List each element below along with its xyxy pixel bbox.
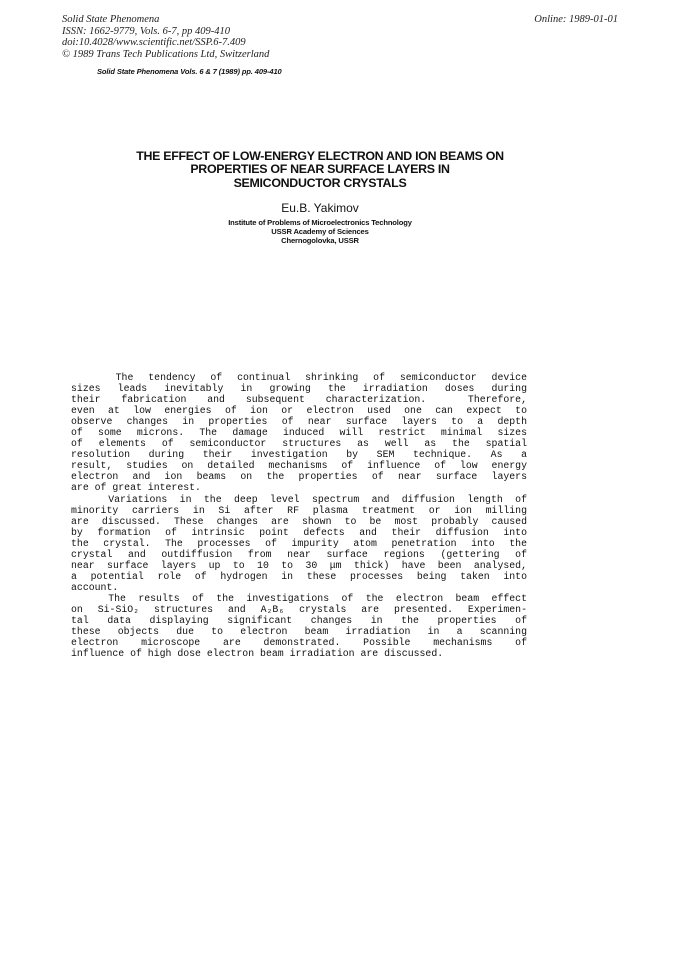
abstract-line: near surface layers up to 10 to 30 μm thick) have been analysed, (71, 559, 527, 571)
author-name: Eu.B. Yakimov (281, 201, 359, 215)
title-line: SEMICONDUCTOR CRYSTALS (233, 175, 407, 190)
online-date: Online: 1989-01-01 (534, 14, 618, 25)
article-title (80, 150, 560, 190)
abstract-line: influence of high dose electron beam irradiation are discussed. (71, 648, 444, 660)
abstract-line: the crystal. The processes of impurity atom penetration into the (71, 537, 527, 549)
abstract-line: account. (71, 581, 119, 593)
abstract-line: even at low energies of ion or electron used one can expect to (71, 405, 527, 417)
title-line: THE EFFECT OF LOW-ENERGY ELECTRON AND ION BEAMS ON (136, 149, 504, 163)
journal-reference: Solid State Phenomena Vols. 6 & 7 (1989) pp. 409-410 (97, 67, 282, 76)
author-affiliation (80, 218, 560, 246)
abstract-line: are discussed. These changes are shown to be most probably caused (71, 515, 527, 527)
abstract-line: of elements of semiconductor structures as well as the spatial (71, 438, 527, 450)
abstract-line: their fabrication and subsequent characterization. Therefore, (71, 394, 527, 406)
abstract-line: of some microns. The damage induced will restrict minimal sizes (71, 427, 527, 439)
abstract-line: sizes leads inevitably in growing the irradiation doses during (71, 383, 527, 395)
abstract-line: electron and ion beams on the properties of near surface layers (71, 471, 527, 483)
abstract-line: The tendency of continual shrinking of semiconductor device (71, 372, 527, 383)
affiliation-line: Institute of Problems of Microelectronics Technology (228, 218, 412, 227)
abstract-line: minority carriers in Si after RF plasma treatment or ion milling (71, 504, 527, 516)
meta-line-journal: Solid State Phenomena (62, 14, 160, 25)
affiliation-line: Chernogolovka, USSR (281, 236, 359, 246)
abstract-line: resolution during their investigation by SEM technique. As a (71, 449, 527, 461)
abstract-line: crystal and outdiffusion from near surface regions (gettering of (71, 548, 527, 560)
title-line: PROPERTIES OF NEAR SURFACE LAYERS IN (190, 162, 450, 177)
affiliation-line: USSR Academy of Sciences (271, 227, 369, 237)
abstract-line: are of great interest. (71, 482, 201, 494)
abstract-line: a potential role of hydrogen in these processes being taken into (71, 570, 527, 582)
meta-line-doi: doi:10.4028/www.scientific.net/SSP.6-7.409 (62, 37, 246, 49)
abstract-body (71, 372, 541, 659)
publication-meta (62, 14, 269, 60)
abstract-line: result, studies on detailed mechanisms of influence of low energy (71, 460, 527, 472)
meta-line-copyright: © 1989 Trans Tech Publications Ltd, Switzerland (62, 48, 270, 60)
abstract-line: tal data displaying significant changes in the properties of (71, 615, 527, 627)
abstract-line: electron microscope are demonstrated. Possible mechanisms of (71, 637, 527, 649)
abstract-line: The results of the investigations of the electron beam effect (71, 592, 527, 604)
abstract-line: Variations in the deep level spectrum and diffusion length of (71, 493, 527, 505)
abstract-line: observe changes in properties of near surface layers to a depth (71, 416, 527, 428)
abstract-line: these objects due to electron beam irradiation in a scanning (71, 626, 527, 638)
meta-line-issn: ISSN: 1662-9779, Vols. 6-7, pp 409-410 (62, 25, 230, 37)
abstract-line: on Si-SiO₂ structures and A₂B₆ crystals are presented. Experimen- (71, 603, 527, 615)
abstract-line: by formation of intrinsic point defects and their diffusion into (71, 526, 527, 538)
